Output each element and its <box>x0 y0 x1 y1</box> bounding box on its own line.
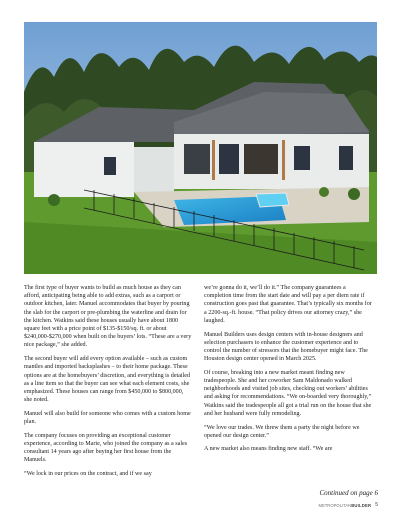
paragraph: Manuel Builders uses design centers with in-house designers and selection purchasers to enhance the customer experience and to control the number of stressors that the homebuyer might face. The Houston design center opened in March 2025. <box>204 331 368 363</box>
page-footer <box>318 502 378 508</box>
article-column-right <box>204 284 372 459</box>
paragraph: The company focuses on providing an exceptional customer experience, according to Marie, who joined the company as a sales consultant 14 years ago after buying her first house from the Manuels. <box>24 432 188 464</box>
continued-link[interactable]: Continued on page 6 <box>319 489 378 497</box>
paragraph: Manuel will also build for someone who comes with a custom home plan. <box>24 410 191 426</box>
paragraph: The first type of buyer wants to build as much house as they can afford, anticipating being able to add extras, such as a carport or outdoor kitchen, later. Manuel accommodates that buyer by pouring the slab for the carport or pre-plumbing the waterline and drain for the kitchen. Watkins said these houses usually have about 1800 square feet with a price point of $135-$150/sq. ft. or about $240,000-$270,000 when built on the buyers’ lots. “These are a very nice package,” she added. <box>24 285 192 349</box>
paragraph: Of course, breaking into a new market meant finding new tradespeople. She and her coworker Sam Maldonado walked neighborhoods and visited job sites, checking out workers’ abilities and asking for recommendations. “We on-boarded very thoroughly,” Watkins said the tradespeople all got a trial run on the house that she and her husband were fully remodeling. <box>204 369 372 417</box>
page-number: 5 <box>375 502 378 508</box>
paragraph: A new market also means finding new staff. “We are <box>204 446 333 453</box>
publication-logo: METROPOLITANBUILDER <box>318 502 372 508</box>
article-column-left <box>24 284 192 484</box>
paragraph: “We lock in our prices on the contract, and if we say <box>24 471 152 478</box>
paragraph: The second buyer will add every option available – such as custom mantles and imported backsplashes – to their home package. These options are at the homebuyers’ discretion, and everything is detailed as a line item so that the buyer can see what each element costs, she emphasized. These houses can range from $450,000 to $800,000, she noted. <box>24 356 191 404</box>
paragraph: “We love our trades. We threw them a party the night before we opened our design center.” <box>204 424 360 439</box>
paragraph: we’re gonna do it, we’ll do it.” The company guarantees a completion time from the start date and will pay a per diem rate if construction goes past that guarantee. That’s typically six months for a 2200-sq.-ft. house. “That policy drives our attorney crazy,” she laughed. <box>204 285 372 324</box>
house-photo <box>24 22 377 274</box>
